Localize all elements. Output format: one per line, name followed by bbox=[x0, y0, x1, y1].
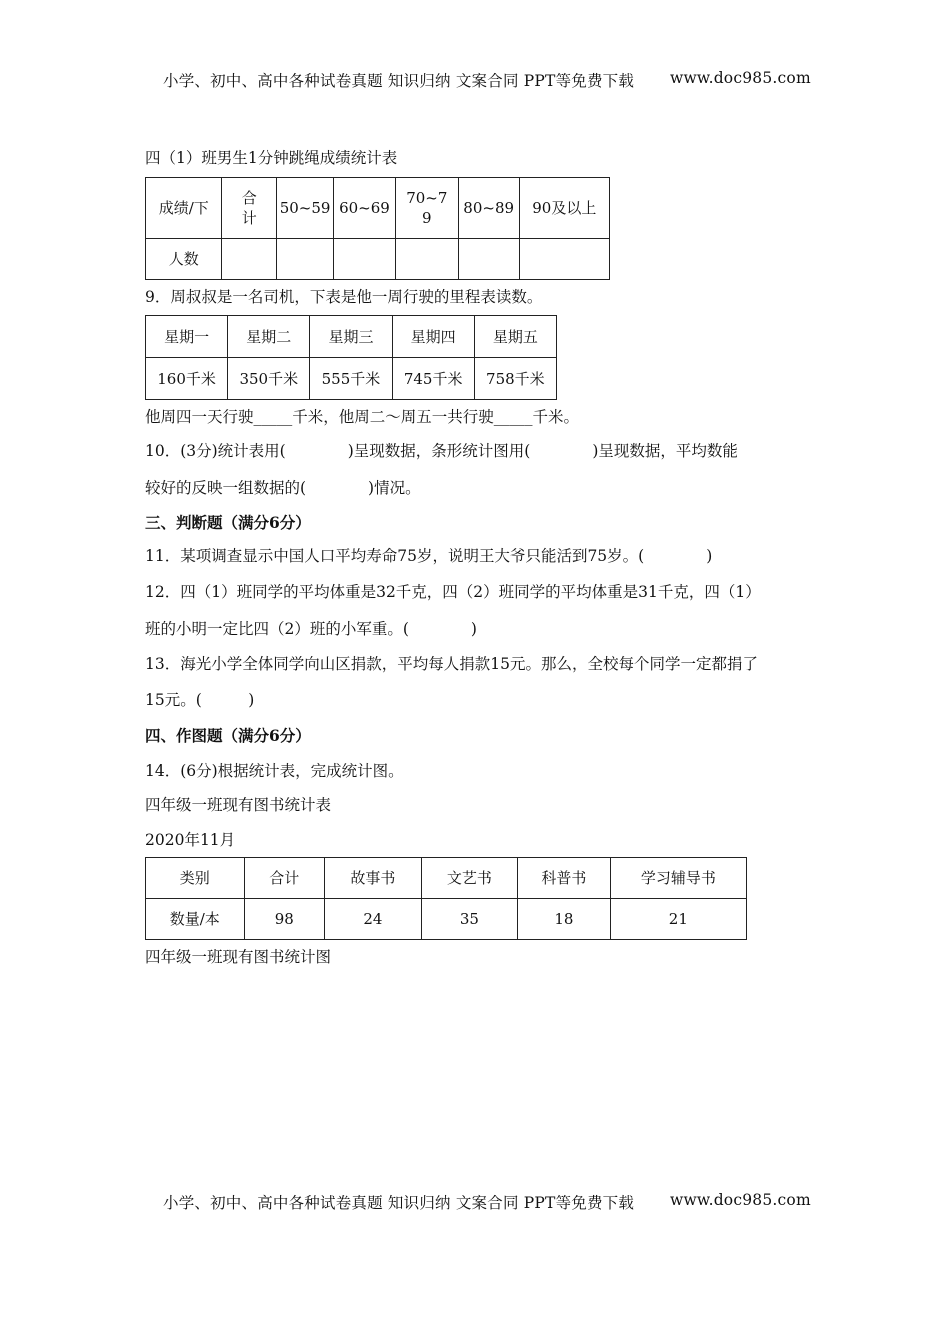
mileage-cell: 745千米 bbox=[392, 358, 474, 400]
empty-cell bbox=[222, 239, 277, 280]
q9-after-text: 他周四一天行驶_____千米，他周二～周五一共行驶_____千米。 bbox=[145, 408, 580, 426]
count-cell: 24 bbox=[325, 899, 422, 940]
mileage-cell: 555千米 bbox=[310, 358, 392, 400]
mileage-cell: 758千米 bbox=[474, 358, 556, 400]
q10-line1: 10．(3分)统计表用( )呈现数据，条形统计图用( )呈现数据，平均数能 bbox=[145, 442, 738, 460]
weekday-cell: 星期一 bbox=[146, 316, 228, 358]
book-table-date: 2020年11月 bbox=[145, 831, 236, 849]
q12-line1: 12．四（1）班同学的平均体重是32千克，四（2）班同学的平均体重是31千克，四（1） bbox=[145, 583, 761, 601]
page-footer-site: www.doc985.com bbox=[670, 1191, 811, 1209]
q9-text: 9．周叔叔是一名司机，下表是他一周行驶的里程表读数。 bbox=[145, 288, 543, 306]
q11-text: 11．某项调查显示中国人口平均寿命75岁，说明王大爷只能活到75岁。( ) bbox=[145, 547, 713, 565]
q12-line2: 班的小明一定比四（2）班的小军重。( ) bbox=[145, 620, 477, 638]
section3-title: 三、判断题（满分6分） bbox=[145, 513, 311, 532]
empty-cell bbox=[519, 239, 609, 280]
book-table-title: 四年级一班现有图书统计表 bbox=[145, 796, 332, 814]
book-table bbox=[145, 857, 747, 940]
header-cell: 合 计 bbox=[222, 178, 277, 239]
q14-text: 14．(6分)根据统计表，完成统计图。 bbox=[145, 762, 404, 780]
section4-title: 四、作图题（满分6分） bbox=[145, 726, 311, 745]
category-header-cell: 故事书 bbox=[325, 858, 422, 899]
weekday-cell: 星期三 bbox=[310, 316, 392, 358]
header-cell: 50~59 bbox=[277, 178, 334, 239]
jump-rope-table bbox=[145, 177, 610, 280]
mileage-cell: 350千米 bbox=[228, 358, 310, 400]
header-cell: 70~7 9 bbox=[395, 178, 458, 239]
count-cell: 98 bbox=[244, 899, 325, 940]
header-cell: 成绩/下 bbox=[146, 178, 222, 239]
mileage-cell: 160千米 bbox=[146, 358, 228, 400]
empty-cell bbox=[395, 239, 458, 280]
category-header-cell: 文艺书 bbox=[421, 858, 518, 899]
header-cell: 60~69 bbox=[334, 178, 396, 239]
page-header-site: www.doc985.com bbox=[670, 69, 811, 87]
q10-line2: 较好的反映一组数据的( )情况。 bbox=[145, 479, 421, 497]
header-cell: 90及以上 bbox=[519, 178, 609, 239]
table1-caption: 四（1）班男生1分钟跳绳成绩统计表 bbox=[145, 149, 398, 167]
empty-cell bbox=[458, 239, 519, 280]
page-header-text: 小学、初中、高中各种试卷真题 知识归纳 文案合同 PPT等免费下载 bbox=[163, 72, 635, 90]
weekday-cell: 星期五 bbox=[474, 316, 556, 358]
mileage-table bbox=[145, 315, 557, 400]
category-header-cell: 合计 bbox=[244, 858, 325, 899]
book-chart-title: 四年级一班现有图书统计图 bbox=[145, 948, 332, 966]
weekday-cell: 星期二 bbox=[228, 316, 310, 358]
category-header-cell: 学习辅导书 bbox=[610, 858, 746, 899]
empty-cell bbox=[334, 239, 396, 280]
weekday-cell: 星期四 bbox=[392, 316, 474, 358]
category-header-cell: 科普书 bbox=[518, 858, 611, 899]
row-label: 数量/本 bbox=[146, 899, 245, 940]
count-cell: 35 bbox=[421, 899, 518, 940]
empty-cell bbox=[277, 239, 334, 280]
row-label: 人数 bbox=[146, 239, 222, 280]
category-header-cell: 类别 bbox=[146, 858, 245, 899]
q13-line1: 13．海光小学全体同学向山区捐款，平均每人捐款15元。那么，全校每个同学一定都捐了 bbox=[145, 655, 758, 673]
count-cell: 21 bbox=[610, 899, 746, 940]
page-footer-text: 小学、初中、高中各种试卷真题 知识归纳 文案合同 PPT等免费下载 bbox=[163, 1194, 635, 1212]
header-cell: 80~89 bbox=[458, 178, 519, 239]
q13-line2: 15元。( ) bbox=[145, 691, 255, 709]
count-cell: 18 bbox=[518, 899, 611, 940]
